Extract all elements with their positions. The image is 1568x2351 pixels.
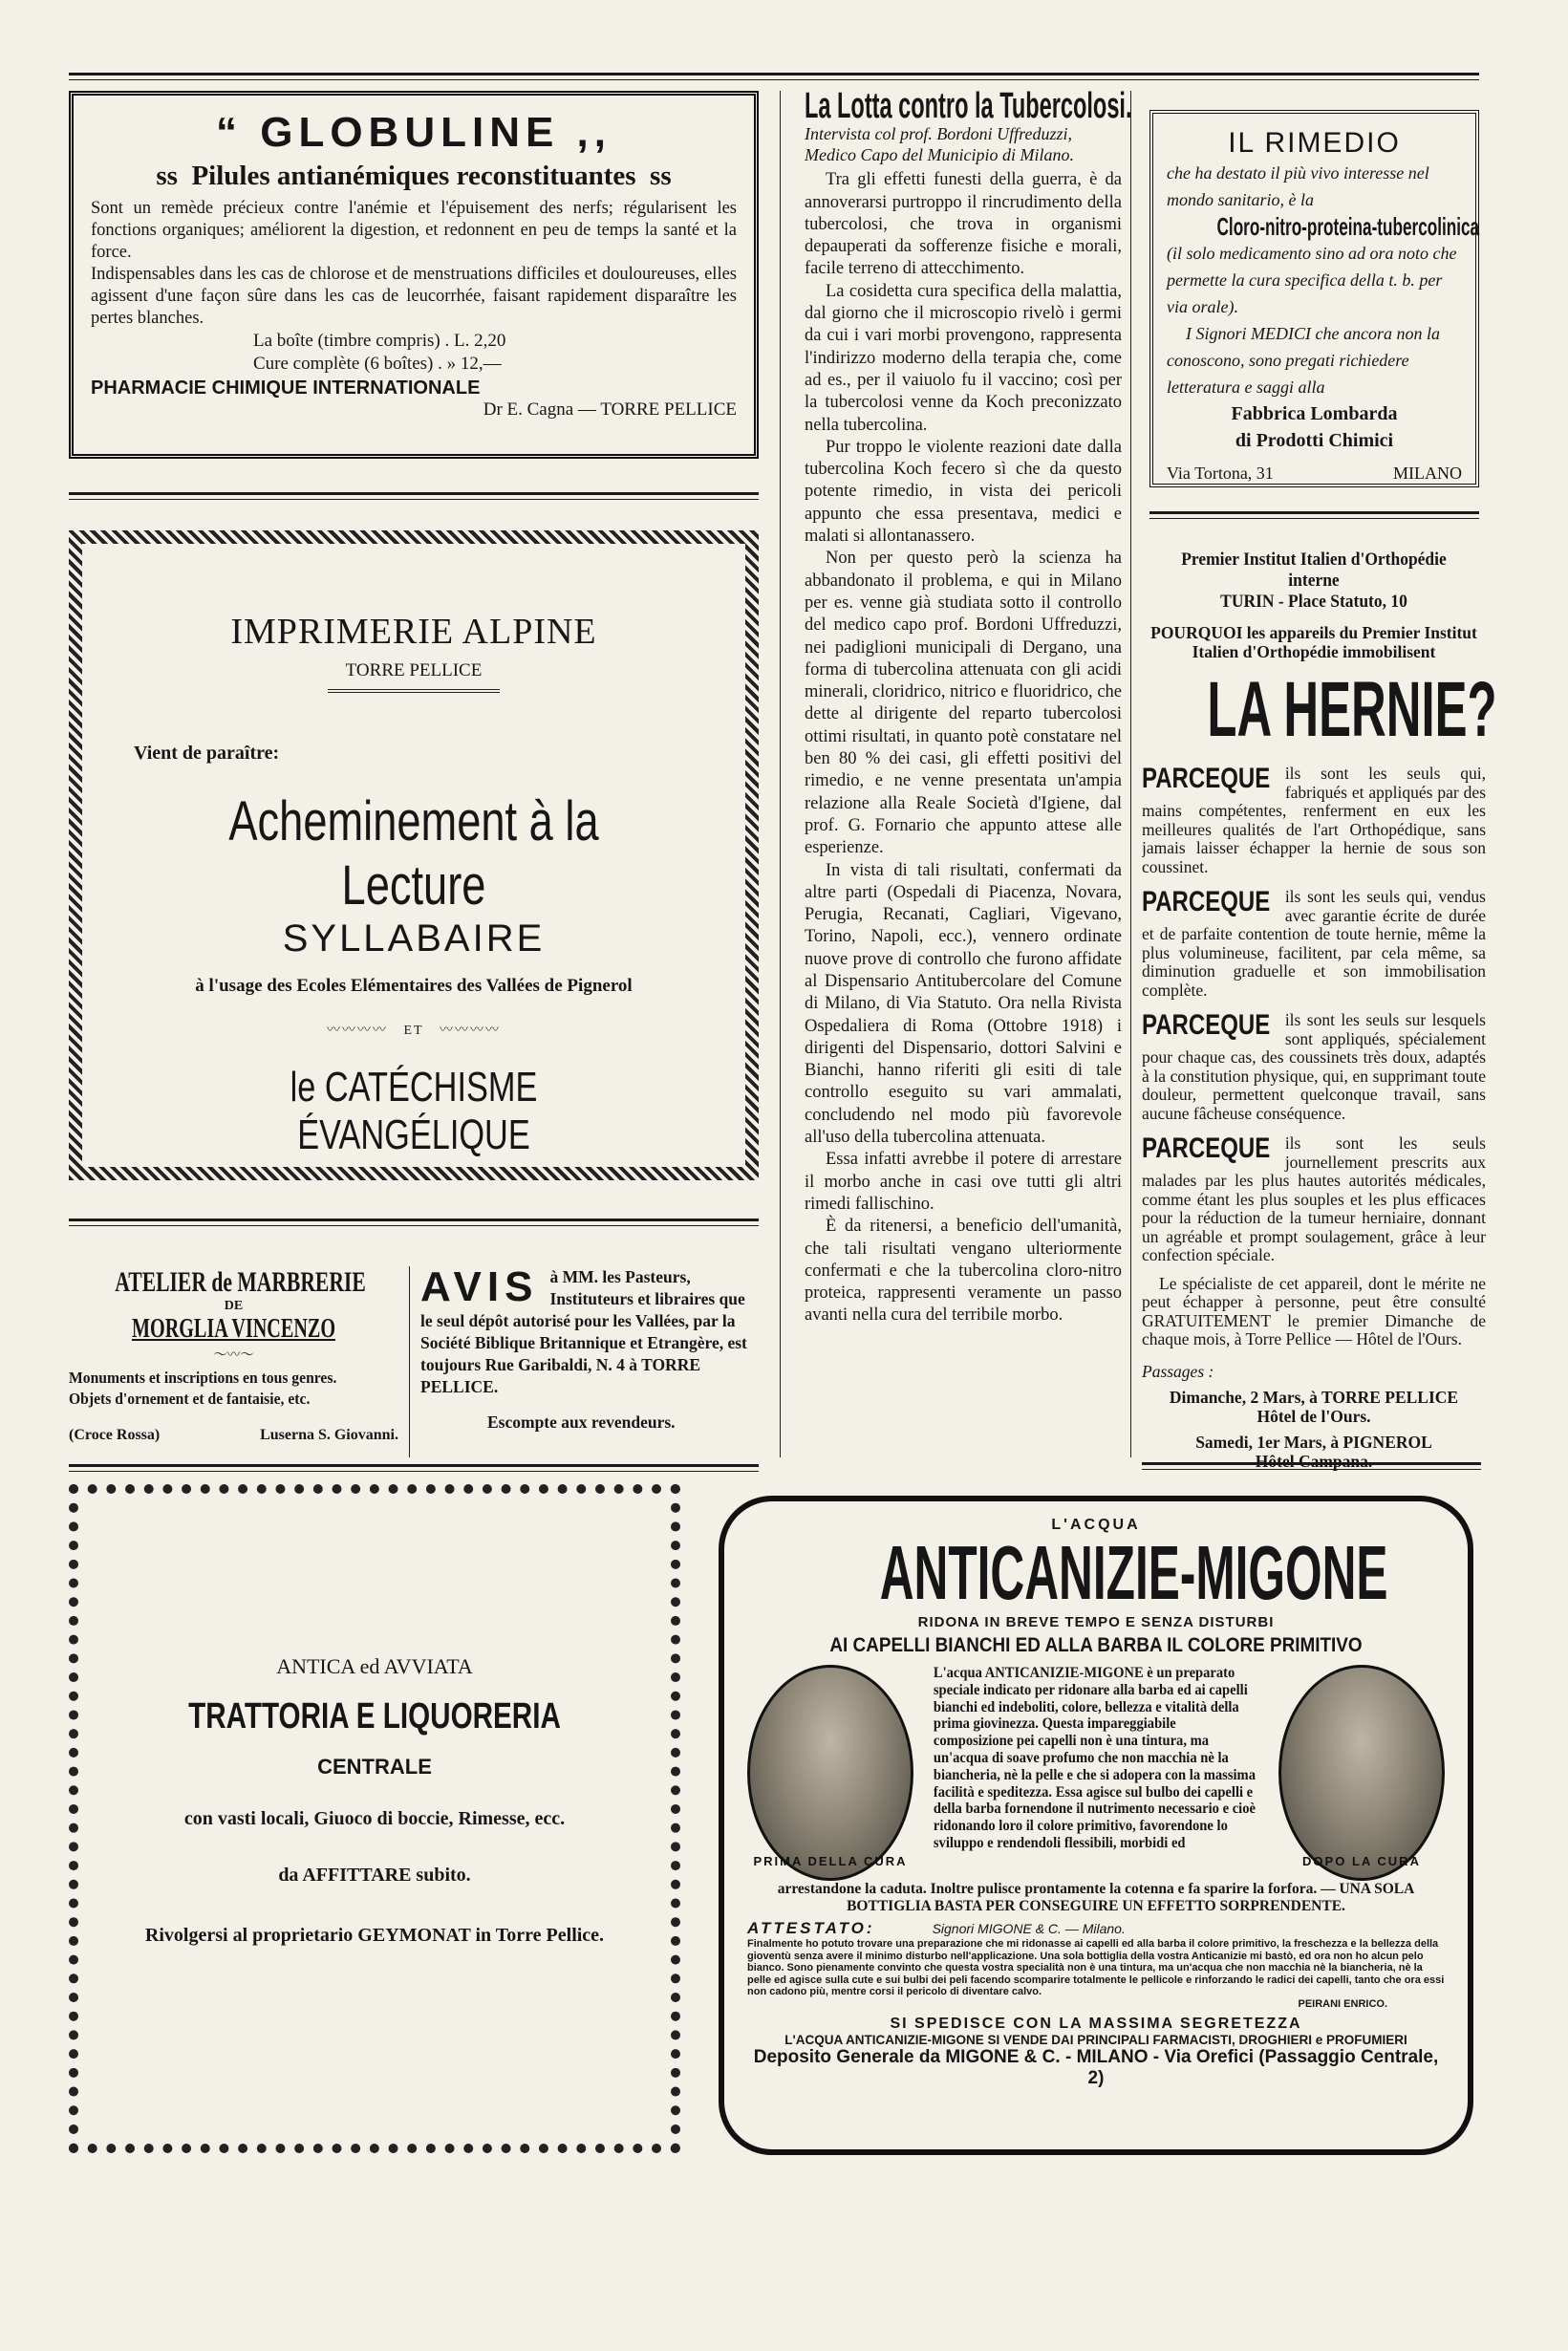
imprimerie-ad <box>69 530 759 1180</box>
globuline-p2: Indispensables dans les cas de chlorose et de menstruations difficiles et douloureuses, elles agissent d'une façon sûre dans les cas de leucorrhée, faisant rapidement disparaître les pertes blanches. <box>91 265 737 328</box>
avis-footer: Escompte aux revendeurs. <box>487 1413 676 1432</box>
rimedio-line-1: che ha destato il più vivo interesse nel mondo sanitario, è la <box>1167 163 1429 209</box>
anticanizie-r2: AI CAPELLI BIANCHI ED ALLA BARBA IL COLORE PRIMITIVO <box>829 1634 1363 1656</box>
catechisme: le CATÉCHISME ÉVANGÉLIQUE <box>290 1064 538 1158</box>
trattoria-features: con vasti locali, Giuoco di boccie, Rimesse, ecc. <box>183 1808 566 1829</box>
atelier-ornament: 〜〰〜 <box>213 1348 254 1363</box>
article-paragraph: Pur troppo le violente reazioni date dalla tubercolina Koch fecero sì che da questo potente rimedio, in vista dei pericoli appunto che essa presentava, medici e malati si allontanassero. <box>805 437 1122 547</box>
parceque-label: PARCEQUE <box>1142 1134 1271 1164</box>
tuberculosis-article <box>805 86 1132 1453</box>
rimedio-ad <box>1149 110 1479 487</box>
anticanizie-r1: RIDONA IN BREVE TEMPO E SENZA DISTURBI <box>917 1614 1275 1630</box>
atelier-right: Luserna S. Giovanni. <box>260 1427 398 1443</box>
avis-ad <box>420 1263 761 1457</box>
article-paragraph: La cosidetta cura specifica della malattia, dal giorno che il microscopio rivelò i germi da cui i vari morbi provengono, rappresenta l'indirizzo moderno della terapia che, come ad es., per il vaiuolo fu il vaccino; così per la tubercolosi venne da Koch preconizzato nella tubercolina. <box>805 281 1122 435</box>
parceque-text: ils sont les seuls qui, fabriqués et appliqués par des mains compétentes, renferment en eux les meilleures qualités de l'art Orthopédique, sans jamais laisser échapper la hernie de sous son coussinet. <box>1142 765 1486 876</box>
parceque-label: PARCEQUE <box>1142 1011 1271 1041</box>
article-paragraph: È da ritenersi, a beneficio dell'umanità, che tali risultati vengano ulteriormente confermati e che la tubercolina cloro-nitro proteica, rappresenti veramente un passo avanti nella cura del terribile morbo. <box>805 1217 1122 1326</box>
parceque-text: ils sont les seuls sur lesquels sont appliqués, spécialement pour chaque cas, des coussinets très doux, adaptés à la constitution physique, qui, en supprimant toute douleur, permettent quelconque travail, sans aucune fâcheuse conséquence. <box>1142 1011 1486 1123</box>
atelier-title: ATELIER de MARBRERIE <box>115 1266 366 1298</box>
et-separator: 〰〰〰〰 ET 〰〰〰〰 <box>326 1024 502 1038</box>
rule-under-globuline <box>69 492 759 500</box>
globuline-subtitle-text: Pilules antianémiques reconstituantes <box>191 161 636 191</box>
rimedio-firm-1: Fabbrica Lombarda <box>1231 403 1398 424</box>
trattoria-title: TRATTORIA E LIQUORERIA <box>188 1696 561 1736</box>
parceque-text: ils sont les seuls qui, vendus avec garantie écrite de durée et de parfaite contention de toute hernie, même la plus volumineuse, facilitent, par cela même, sa diminution graduelle et son immobilisation complète. <box>1142 888 1486 1000</box>
globuline-price-1: La boîte (timbre compris) . L. 2,20 <box>253 331 506 351</box>
column-rule-3 <box>409 1266 410 1457</box>
article-title: La Lotta contro la Tubercolosi. <box>805 86 1132 126</box>
deco-left: ss <box>156 161 178 191</box>
parceque-block <box>1142 888 1486 1000</box>
hernie-institute: Premier Institut Italien d'Orthopédie interne <box>1181 550 1447 591</box>
globuline-subtitle <box>91 161 737 192</box>
rule-under-small-ads <box>69 1464 759 1472</box>
hernie-passages: Passages : <box>1142 1361 1214 1381</box>
imprimerie-city: TORRE PELLICE <box>345 660 483 680</box>
parceque-label: PARCEQUE <box>1142 765 1271 794</box>
parceque-text: ils sont les seuls journellement prescrits aux malades par les plus hautes autorités médicales, comme étant les plus souples et les plus efficaces pour la réduction de la tumeur herniaire, donnant un agréable et prompt soulagement, grâce à leur confection spéciale. <box>1142 1134 1486 1264</box>
passage-2: Samedi, 1er Mars, à PIGNEROL <box>1195 1433 1432 1452</box>
syllabaire: SYLLABAIRE <box>282 917 546 960</box>
anticanizie-shipping: SI SPEDISCE CON LA MASSIMA SEGRETEZZA <box>890 2016 1302 2032</box>
atelier-left: (Croce Rossa) <box>69 1427 161 1443</box>
before-caption: PRIMA DELLA CURA <box>753 1854 908 1868</box>
globuline-title: “ GLOBULINE ,, <box>216 109 612 156</box>
article-paragraph: In vista di tali risultati, confermati da altre parti (Ospedali di Piacenza, Novara, Perugia, Recanati, Cagliari, Vigevano, Torino, Napoli, ecc.), vennero ordinate nuove prove di controllo che furono affidate al Dispensario Antitubercolare del Comune di Milano, di Via Statuto. Ora nella Rivista Ospedaliera di Roma (Ottobre 1918) i dirigenti del Dispensario, dottori Salvini e Bianchi, hanno riferiti gli esiti di tale controllo eseguito su vari ammalati, concludendo nel modo più favorevole all'uso della tubercolina attenuata. <box>805 860 1122 1148</box>
parceque-block <box>1142 1134 1486 1265</box>
rimedio-line-3: I Signori MEDICI che ancora non la conoscono, sono pregati richiedere letteratura e saggi alla <box>1167 324 1440 397</box>
article-paragraph: Essa infatti avrebbe il potere di arrestare il morbo anche in casi ove tutti gli altri rimedi fallischino. <box>805 1150 1122 1214</box>
trattoria-line-1: ANTICA ed AVVIATA <box>276 1654 473 1678</box>
globuline-doctor: Dr E. Cagna — TORRE PELLICE <box>483 399 737 420</box>
atelier-ad <box>69 1266 398 1457</box>
parceque-label: PARCEQUE <box>1142 888 1271 917</box>
hernie-address: TURIN - Place Statuto, 10 <box>1220 592 1407 612</box>
atelier-body: Monuments et inscriptions en tous genres. Objets d'ornement et de fantaisie, etc. <box>69 1369 337 1408</box>
rimedio-address: Via Tortona, 31 <box>1167 464 1274 483</box>
attestato-label: ATTESTATO: <box>747 1919 875 1937</box>
hernie-question: POURQUOI les appareils du Premier Institut Italien d'Orthopédie immobilisent <box>1150 623 1477 661</box>
book-title: Acheminement à la Lecture <box>228 790 599 917</box>
globuline-price-2: Cure complète (6 boîtes) . » 12,— <box>253 354 502 374</box>
passage-1: Dimanche, 2 Mars, à TORRE PELLICE <box>1169 1388 1459 1407</box>
hernie-ad <box>1142 550 1497 1471</box>
article-intro: Intervista col prof. Bordoni Uffreduzzi, Medico Capo del Municipio di Milano. <box>805 124 1074 165</box>
passage-2-hotel: Hôtel Campana. <box>1255 1451 1373 1471</box>
globuline-p1: Sont un remède précieux contre l'anémie et l'épuisement des nerfs; régularisent les fonctions organiques; améliorent la digestion, et redonnent en peu de temps la santé et la force. <box>91 199 737 262</box>
et-text: ET <box>403 1024 424 1038</box>
anticanizie-ad <box>719 1496 1473 2155</box>
ornament-divider <box>328 689 500 693</box>
rimedio-line-2: (il solo medicamento sino ad ora noto che permette la cura specifica della t. b. per via orale). <box>1167 244 1457 316</box>
hernie-headline: LA HERNIE? <box>1207 666 1497 753</box>
top-rule <box>69 73 1479 80</box>
rimedio-title: IL RIMEDIO <box>1228 127 1401 159</box>
after-portrait-image <box>1278 1665 1445 1881</box>
globuline-ad <box>69 91 759 459</box>
anticanizie-continuation: arrestandone la caduta. Inoltre pulisce prontamente la cotenna e fa sparire la forfora. — UNA SOLA BOTTIGLIA BASTA PER CONSEGUIRE UN EFFETTO SORPRENDENTE. <box>777 1881 1415 1914</box>
trattoria-centrale: CENTRALE <box>317 1755 432 1779</box>
anticanizie-pre: L'ACQUA <box>1051 1517 1141 1533</box>
vient-de-paraitre: Vient de paraître: <box>134 743 280 764</box>
avis-text: à MM. les Pasteurs, Instituteurs et libraires que le seul dépôt autorisé pour les Vallées, par la Société Biblique Britannique et Etrangère, est toujours Rue Garibaldi, N. 4 à TORRE PELLICE. <box>420 1267 747 1396</box>
globuline-pharmacy: PHARMACIE CHIMIQUE INTERNATIONALE <box>91 377 481 399</box>
atelier-de: DE <box>224 1299 244 1313</box>
attestato-letter: Finalmente ho potuto trovare una preparazione che mi ridonasse ai capelli ed alla barba il colore primitivo, la freschezza e la bellezza della gioventù senza avere il minimo disturbo nell'applicazione. Una sola bottiglia della vostra Anticanizie mi bastò, ed ora non ho alcun pelo bianco. Sono pienamente convinto che questa vostra specialità non è una tintura, ma un'acqua che non macchia nè la biancheria, nè la pelle ed agisce sulla cute e sui bulbi dei peli facendo scomparire totalmente le pellicole e rinforzando le radici dei capelli, tanto che ora essi non cadono più, mentre corsi il pericolo di diventare calvo. <box>747 1938 1445 1997</box>
article-paragraph: Tra gli effetti funesti della guerra, è da annoverarsi purtroppo il rincrudimento della tubercolosi, che trova in organismi depauperati da sofferenze fisiche e morali, facile terreno di attecchimento. <box>805 170 1122 279</box>
avis-title: AVIS <box>420 1263 539 1310</box>
trattoria-rent: da AFFITTARE subito. <box>278 1865 471 1886</box>
column-rule-1 <box>780 91 781 1457</box>
rule-under-imprimerie <box>69 1219 759 1226</box>
anticanizie-title: ANTICANIZIE-MIGONE <box>879 1530 1388 1615</box>
trattoria-contact: Rivolgersi al proprietario GEYMONAT in Torre Pellice. <box>144 1925 605 1946</box>
imprimerie-name: IMPRIMERIE ALPINE <box>230 612 597 652</box>
rimedio-city: MILANO <box>1393 464 1462 483</box>
article-paragraph: Non per questo però la scienza ha abbandonato il problema, e qui in Milano per es. venne già studiata sotto il controllo del medico capo prof. Bordoni Uffreduzzi, nei padiglioni municipali di Dergano, una forma di tubercolina attenuata con gli acidi minerali, cloridrico, nitrico e fluoridrico, che dette al dirigente del reparto tubercolosi ottimi risultati, in quanto potè constatare nel ben 80 % dei casi, gli effetti positivi del rimedio, e ne venne presentata un'ampia relazione alla Reale Società d'Igiene, dal prof. G. Fornario che appunto attese alle esperienze. <box>805 549 1122 858</box>
usage-line: à l'usage des Ecoles Elémentaires des Vallées de Pignerol <box>195 976 633 996</box>
attestato-signature: PEIRANI ENRICO. <box>1298 1997 1387 2010</box>
after-caption: DOPO LA CURA <box>1302 1854 1421 1868</box>
rimedio-product: Cloro-nitro-proteina-tubercolinica <box>1216 212 1480 241</box>
hernie-specialist: Le spécialiste de cet appareil, dont le mérite ne peut échapper à personne, peut être consulté GRATUITEMENT le premier Dimanche de chaque mois, à Torre Pellice — Hôtel de l'Ours. <box>1142 1273 1486 1348</box>
anticanizie-description: L'acqua ANTICANIZIE-MIGONE è un preparato speciale indicato per ridonare alla barba ed ai capelli bianchi ed indeboliti, colore, bellezza e vitalità della prima giovinezza. Questa impareggiabile composizione pei capelli non è una tintura, ma un'acqua di soave profumo che non macchia nè la biancheria, nè la pelle e che si adopera con la massima facilità e speditezza. Essa agisce sul bulbo dei capelli e della barba fornendone il nutrimento necessario e cioè ridonando loro il colore primitivo, favorendone lo sviluppo e rendendoli flessibili, morbidi ed <box>933 1665 1256 1851</box>
rimedio-firm-2: di Prodotti Chimici <box>1235 430 1394 451</box>
column-rule-2 <box>1130 91 1131 1457</box>
anticanizie-sellers: L'ACQUA ANTICANIZIE-MIGONE SI VENDE DAI PRINCIPALI FARMACISTI, DROGHIERI e PROFUMIERI <box>784 2033 1407 2047</box>
before-portrait-image <box>747 1665 913 1881</box>
parceque-block <box>1142 765 1486 876</box>
parceque-block <box>1142 1011 1486 1123</box>
rule-under-rimedio <box>1149 511 1479 519</box>
passage-1-hotel: Hôtel de l'Ours. <box>1257 1406 1371 1426</box>
deco-right: ss <box>650 161 672 191</box>
anticanizie-depot: Deposito Generale da MIGONE & C. - MILANO - Via Orefici (Passaggio Centrale, 2) <box>753 2047 1439 2088</box>
trattoria-ad <box>69 1484 680 2153</box>
attestato-signori: Signori MIGONE & C. — Milano. <box>932 1921 1126 1936</box>
atelier-owner: MORGLIA VINCENZO <box>131 1314 336 1344</box>
